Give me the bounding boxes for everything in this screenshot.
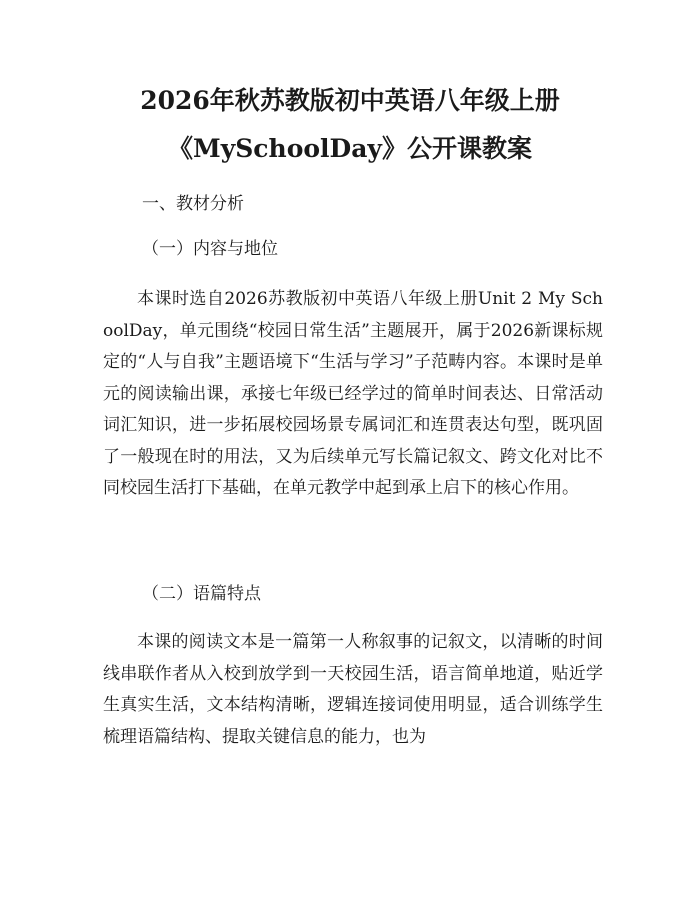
subsection-heading-text-features: （二）语篇特点 bbox=[142, 584, 261, 604]
document-title-line2: 《MySchoolDay》公开课教案 bbox=[168, 134, 532, 163]
paragraph-text-features: 本课的阅读文本是一篇第一人称叙事的记叙文，以清晰的时间线串联作者从入校到放学到一天校园生活，语言简单地道，贴近学生真实生活，文本结构清晰，逻辑连接词使用明显，适合训练学生梳理语篇结构、提取关键信息的能力，也为 bbox=[103, 632, 603, 747]
paragraph-content-position: 本课时选自2026苏教版初中英语八年级上册Unit 2 My SchoolDay，单元围绕“校园日常生活”主题展开，属于2026新课标规定的“人与自我”主题语境下“生活与学习”子范畴内容。本课时是单元的阅读输出课，承接七年级已经学过的简单时间表达、日常活动词汇知识，进一步拓展校园场景专属词汇和连贯表达句型，既巩固了一般现在时的用法，又为后续单元写长篇记叙文、跨文化对比不同校园生活打下基础，在单元教学中起到承上启下的核心作用。 bbox=[103, 289, 603, 498]
subsection-heading-content-position: （一）内容与地位 bbox=[142, 239, 278, 259]
document-title-line1: 2026年秋苏教版初中英语八年级上册 bbox=[140, 86, 560, 115]
section-heading-textbook-analysis: 一、教材分析 bbox=[142, 194, 244, 214]
